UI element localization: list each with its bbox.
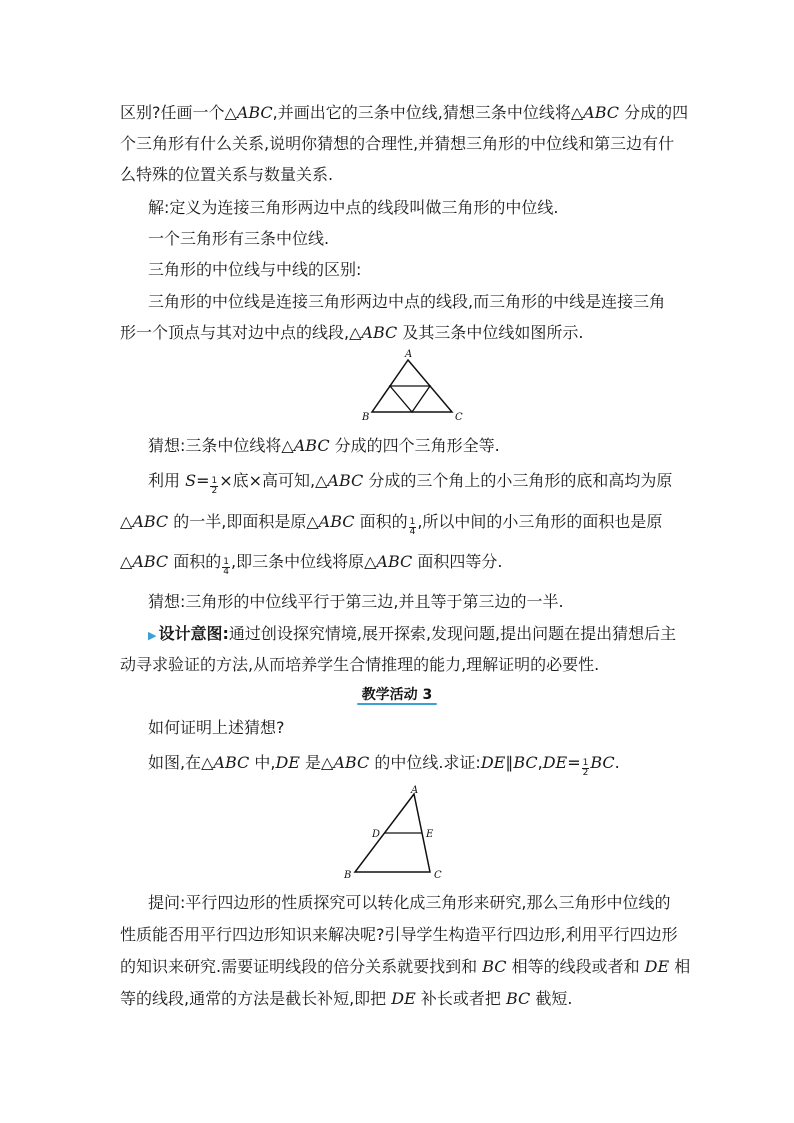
text: 分成的三个角上的小三角形的底和高均为原 xyxy=(363,471,673,490)
text: 等的线段,通常的方法是截长补短,即把 xyxy=(120,989,392,1008)
text: ,并画出它的三条中位线,猜想三条中位线将△ xyxy=(272,103,584,122)
text: 形一个顶点与其对边中点的线段,△ xyxy=(120,323,362,342)
math-var: DE xyxy=(644,957,670,976)
label-b: B xyxy=(362,412,370,423)
math-var: BC xyxy=(505,989,531,1008)
text: 区别?任画一个△ xyxy=(120,103,237,122)
text-line xyxy=(120,988,680,1010)
text-line: 猜想:三角形的中位线平行于第三边,并且等于第三边的一半. xyxy=(148,592,564,611)
text-line xyxy=(120,551,680,577)
text: , xyxy=(537,753,543,772)
text: ,即三条中位线将原△ xyxy=(231,552,377,571)
label-e: E xyxy=(426,829,434,840)
text: ∥ xyxy=(505,753,514,772)
text: 的知识来研究.需要证明线段的倍分关系就要找到和 xyxy=(120,957,483,976)
text-line: 解:定义为连接三角形两边中点的线段叫做三角形的中位线. xyxy=(148,198,559,217)
text-line xyxy=(120,322,680,344)
text-line xyxy=(148,752,708,778)
text: 的中位线.求证: xyxy=(369,753,481,772)
triangle-de-figure xyxy=(335,784,460,884)
denominator: 4 xyxy=(223,567,229,577)
math-var: DE xyxy=(275,753,300,772)
label-b: B xyxy=(344,870,352,881)
math-var: ABC xyxy=(327,471,364,490)
text-line: 动寻求验证的方法,从而培养学生合情推理的能力,理解证明的必要性. xyxy=(120,655,600,674)
label-c: C xyxy=(434,870,442,881)
text: 如图,在△ xyxy=(148,753,214,772)
text: 利用 xyxy=(148,471,186,490)
text-line xyxy=(120,102,689,124)
text: 面积的 xyxy=(168,552,222,571)
text: 截短. xyxy=(530,989,573,1008)
text: 分成的四个三角形全等. xyxy=(329,436,500,455)
triangle-right-icon: ▶ xyxy=(148,629,157,642)
math-var: ABC xyxy=(132,552,169,571)
intent-label: 设计意图: xyxy=(158,624,229,643)
text: 相等的线段或者和 xyxy=(506,957,645,976)
text: 补长或者把 xyxy=(415,989,506,1008)
numerator: 1 xyxy=(582,758,589,768)
math-var: DE xyxy=(480,753,506,772)
text: 面积的 xyxy=(354,512,408,531)
text: ×底×高可知,△ xyxy=(219,471,328,490)
numerator: 1 xyxy=(211,476,218,486)
fraction xyxy=(409,518,417,537)
text: 是△ xyxy=(299,753,334,772)
math-var: ABC xyxy=(333,753,370,772)
math-var: BC xyxy=(482,957,507,976)
math-var: ABC xyxy=(376,552,413,571)
math-var: ABC xyxy=(583,103,620,122)
section-underline xyxy=(357,703,437,705)
text-line: 性质能否用平行四边形知识来解决呢?引导学生构造平行四边形,利用平行四边形 xyxy=(120,925,678,944)
math-var: DE xyxy=(542,753,568,772)
label-a: A xyxy=(405,349,413,360)
text-line: 么特殊的位置关系与数量关系. xyxy=(120,165,334,184)
text: △ xyxy=(120,512,133,531)
text: 面积四等分. xyxy=(412,552,503,571)
text-line: 三角形的中位线是连接三角形两边中点的线段,而三角形的中线是连接三角 xyxy=(148,292,666,311)
math-var: ABC xyxy=(213,753,250,772)
text-line: 提问:平行四边形的性质探究可以转化成三角形来研究,那么三角形中位线的 xyxy=(148,893,671,912)
fraction xyxy=(222,558,230,577)
text: 相 xyxy=(669,957,691,976)
fraction xyxy=(210,477,218,496)
numerator: 1 xyxy=(223,557,229,567)
text: 的一半,即面积是原△ xyxy=(168,512,319,531)
text: . xyxy=(614,753,620,772)
text-line xyxy=(148,435,708,457)
text: = xyxy=(567,753,581,772)
math-var: ABC xyxy=(361,323,398,342)
text: = xyxy=(196,471,210,490)
triangle-midlines-figure xyxy=(355,346,475,426)
text-line: 如何证明上述猜想? xyxy=(148,718,285,737)
math-var: ABC xyxy=(236,103,273,122)
text-line: 一个三角形有三条中位线. xyxy=(148,229,330,248)
label-c: C xyxy=(455,412,463,423)
math-var: ABC xyxy=(293,436,330,455)
design-intent xyxy=(148,623,708,647)
section-title: 教学活动 3 xyxy=(361,687,433,703)
math-var: BC xyxy=(513,753,538,772)
fraction xyxy=(582,759,590,778)
denominator: 4 xyxy=(409,527,416,537)
label-a: A xyxy=(411,785,419,796)
math-var: S xyxy=(185,471,197,490)
text: 分成的四 xyxy=(619,103,689,122)
math-var: BC xyxy=(590,753,615,772)
math-var: DE xyxy=(391,989,416,1008)
denominator: 2 xyxy=(211,486,218,496)
numerator: 1 xyxy=(409,517,416,527)
math-var: ABC xyxy=(318,512,355,531)
text-line: 个三角形有什么关系,说明你猜想的合理性,并猜想三角形的中位线和第三边有什 xyxy=(120,134,675,153)
text: 中, xyxy=(249,753,276,772)
text: △ xyxy=(120,552,133,571)
section-heading xyxy=(355,686,439,706)
text-line xyxy=(120,511,680,537)
text-line xyxy=(120,956,691,978)
text: 通过创设探究情境,展开探索,发现问题,提出问题在提出猜想后主 xyxy=(228,624,677,643)
denominator: 2 xyxy=(582,768,589,778)
midline-triangle xyxy=(390,386,430,412)
label-d: D xyxy=(372,829,381,840)
text-line xyxy=(148,470,708,496)
text-line: 三角形的中位线与中线的区别: xyxy=(148,260,362,279)
text: 猜想:三条中位线将△ xyxy=(148,436,294,455)
text: 及其三条中位线如图所示. xyxy=(397,323,584,342)
text: ,所以中间的小三角形的面积也是原 xyxy=(417,512,663,531)
math-var: ABC xyxy=(132,512,169,531)
